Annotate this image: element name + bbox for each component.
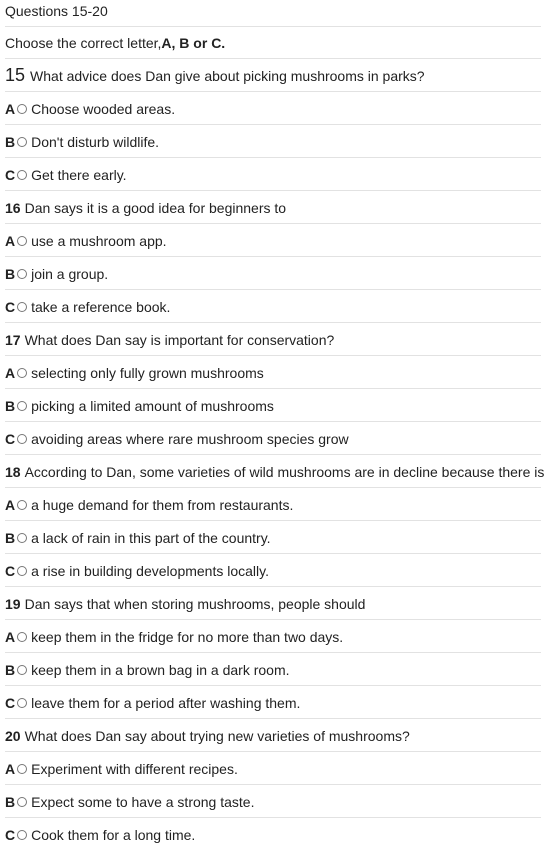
option-text: a lack of rain in this part of the country.: [31, 529, 271, 546]
option-letter: B: [5, 265, 16, 282]
radio-button-icon[interactable]: [17, 368, 27, 378]
answer-option-a[interactable]: [5, 357, 541, 389]
answer-option-b[interactable]: [5, 258, 541, 290]
option-letter: B: [5, 529, 16, 546]
radio-button-icon[interactable]: [17, 665, 27, 675]
option-letter: A: [5, 496, 16, 513]
option-letter: C: [5, 562, 16, 579]
option-letter: A: [5, 364, 16, 381]
radio-button-icon[interactable]: [17, 632, 27, 642]
option-text: use a mushroom app.: [31, 232, 167, 249]
answer-option-c[interactable]: [5, 819, 541, 851]
option-letter: A: [5, 100, 16, 117]
instruction-text: Choose the correct letter,: [5, 34, 162, 51]
radio-button-icon[interactable]: [17, 434, 27, 444]
question-text: Dan says it is a good idea for beginners to: [24, 199, 287, 216]
option-letter: C: [5, 166, 16, 183]
answer-option-b[interactable]: [5, 654, 541, 686]
question-row: [5, 192, 541, 224]
option-text: picking a limited amount of mushrooms: [31, 397, 274, 414]
answer-option-c[interactable]: [5, 423, 541, 455]
radio-button-icon[interactable]: [17, 830, 27, 840]
option-text: take a reference book.: [31, 298, 171, 315]
radio-button-icon[interactable]: [17, 533, 27, 543]
question-number: 19: [5, 595, 21, 612]
answer-option-a[interactable]: [5, 489, 541, 521]
answer-option-b[interactable]: [5, 390, 541, 422]
option-letter: A: [5, 760, 16, 777]
option-letter: B: [5, 661, 16, 678]
option-text: keep them in the fridge for no more than two days.: [31, 628, 344, 645]
radio-button-icon[interactable]: [17, 269, 27, 279]
answer-option-c[interactable]: [5, 291, 541, 323]
question-row: [5, 720, 541, 752]
option-letter: A: [5, 232, 16, 249]
question-text: According to Dan, some varieties of wild mushrooms are in decline because there is: [24, 463, 545, 480]
option-letter: C: [5, 298, 16, 315]
option-letter: C: [5, 694, 16, 711]
answer-option-a[interactable]: [5, 93, 541, 125]
section-title-row: [5, 0, 541, 27]
option-text: a rise in building developments locally.: [31, 562, 269, 579]
option-letter: A: [5, 628, 16, 645]
option-text: keep them in a brown bag in a dark room.: [31, 661, 290, 678]
question-number: 15: [5, 65, 26, 85]
question-text: What advice does Dan give about picking mushrooms in parks?: [30, 67, 425, 84]
question-row: [5, 588, 541, 620]
option-letter: B: [5, 793, 16, 810]
radio-button-icon[interactable]: [17, 797, 27, 807]
option-text: Experiment with different recipes.: [31, 760, 238, 777]
option-letter: C: [5, 430, 16, 447]
answer-option-a[interactable]: [5, 225, 541, 257]
option-text: Choose wooded areas.: [31, 100, 176, 117]
answer-option-c[interactable]: [5, 555, 541, 587]
question-number: 20: [5, 727, 21, 744]
answer-option-b[interactable]: [5, 786, 541, 818]
radio-button-icon[interactable]: [17, 566, 27, 576]
answer-option-b[interactable]: [5, 126, 541, 158]
radio-button-icon[interactable]: [17, 401, 27, 411]
radio-button-icon[interactable]: [17, 137, 27, 147]
radio-button-icon[interactable]: [17, 764, 27, 774]
option-text: Cook them for a long time.: [31, 827, 196, 843]
radio-button-icon[interactable]: [17, 236, 27, 246]
option-text: selecting only fully grown mushrooms: [31, 364, 264, 381]
question-row: [5, 456, 545, 488]
option-text: a huge demand for them from restaurants.: [31, 496, 294, 513]
answer-option-a[interactable]: [5, 621, 541, 653]
radio-button-icon[interactable]: [17, 170, 27, 180]
question-number: 18: [5, 463, 21, 480]
question-text: What does Dan say about trying new varieties of mushrooms?: [24, 727, 410, 744]
instruction-letters: A, B or C.: [161, 34, 226, 51]
radio-button-icon[interactable]: [17, 500, 27, 510]
question-text: Dan says that when storing mushrooms, people should: [24, 595, 366, 612]
option-text: leave them for a period after washing them.: [31, 694, 301, 711]
answer-option-b[interactable]: [5, 522, 541, 554]
option-text: avoiding areas where rare mushroom species grow: [31, 430, 349, 447]
question-row: [5, 60, 541, 92]
question-row: [5, 324, 541, 356]
section-title: Questions 15-20: [5, 2, 108, 19]
question-number: 16: [5, 199, 21, 216]
option-text: Expect some to have a strong taste.: [31, 793, 255, 810]
question-number: 17: [5, 331, 21, 348]
option-letter: C: [5, 827, 16, 843]
option-letter: B: [5, 133, 16, 150]
option-letter: B: [5, 397, 16, 414]
option-text: Don't disturb wildlife.: [31, 133, 160, 150]
option-text: Get there early.: [31, 166, 127, 183]
radio-button-icon[interactable]: [17, 104, 27, 114]
radio-button-icon[interactable]: [17, 302, 27, 312]
answer-option-c[interactable]: [5, 687, 541, 719]
answer-option-a[interactable]: [5, 753, 541, 785]
option-text: join a group.: [31, 265, 109, 282]
radio-button-icon[interactable]: [17, 698, 27, 708]
answer-option-c[interactable]: [5, 159, 541, 191]
question-text: What does Dan say is important for conservation?: [24, 331, 335, 348]
instruction-row: [5, 27, 541, 59]
